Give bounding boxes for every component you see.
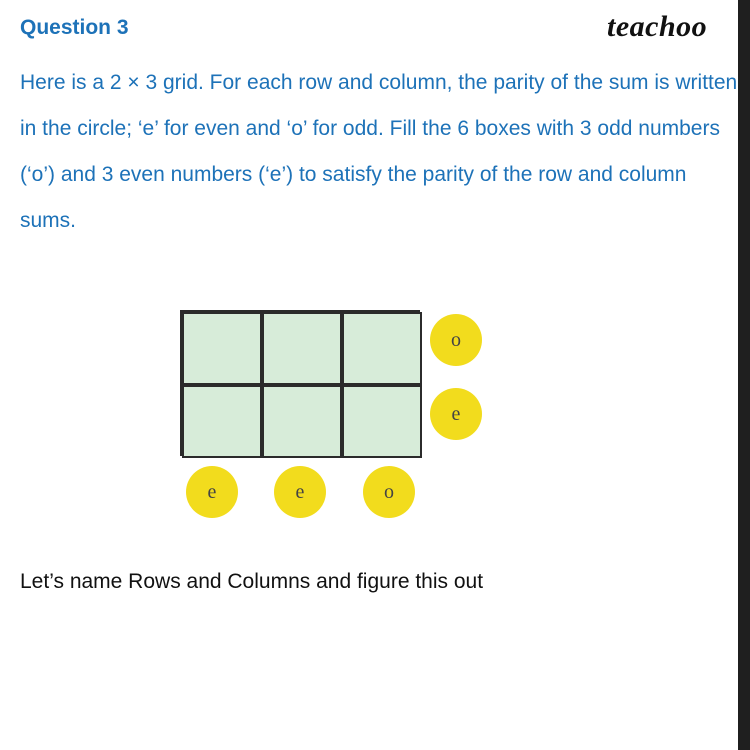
column-2-parity-circle: e <box>274 466 326 518</box>
question-label: Question 3 <box>20 16 129 39</box>
grid-cell-r2-c3 <box>342 385 422 458</box>
column-3-parity-circle: o <box>363 466 415 518</box>
brand-logo: teachoo <box>607 10 708 43</box>
column-1-parity-circle: e <box>186 466 238 518</box>
grid-cell-r1-c3 <box>342 312 422 385</box>
grid-cell-r2-c2 <box>262 385 342 458</box>
grid-cell-r1-c2 <box>262 312 342 385</box>
question-text: Here is a 2 × 3 grid. For each row and column, the parity of the sum is written in the circle; ‘e’ for even and ‘o’ for odd. Fill the 6 boxes with 3 odd numbers (‘o’) and 3 even numbers (‘e’) to satisfy the parity of the row and column sums. <box>20 71 738 232</box>
row-1-parity-circle: o <box>430 314 482 366</box>
footer-text: Let’s name Rows and Columns and figure this out <box>20 570 484 593</box>
grid-cell-r1-c1 <box>182 312 262 385</box>
grid-cell-r2-c1 <box>182 385 262 458</box>
parity-grid <box>180 310 420 456</box>
row-2-parity-circle: e <box>430 388 482 440</box>
